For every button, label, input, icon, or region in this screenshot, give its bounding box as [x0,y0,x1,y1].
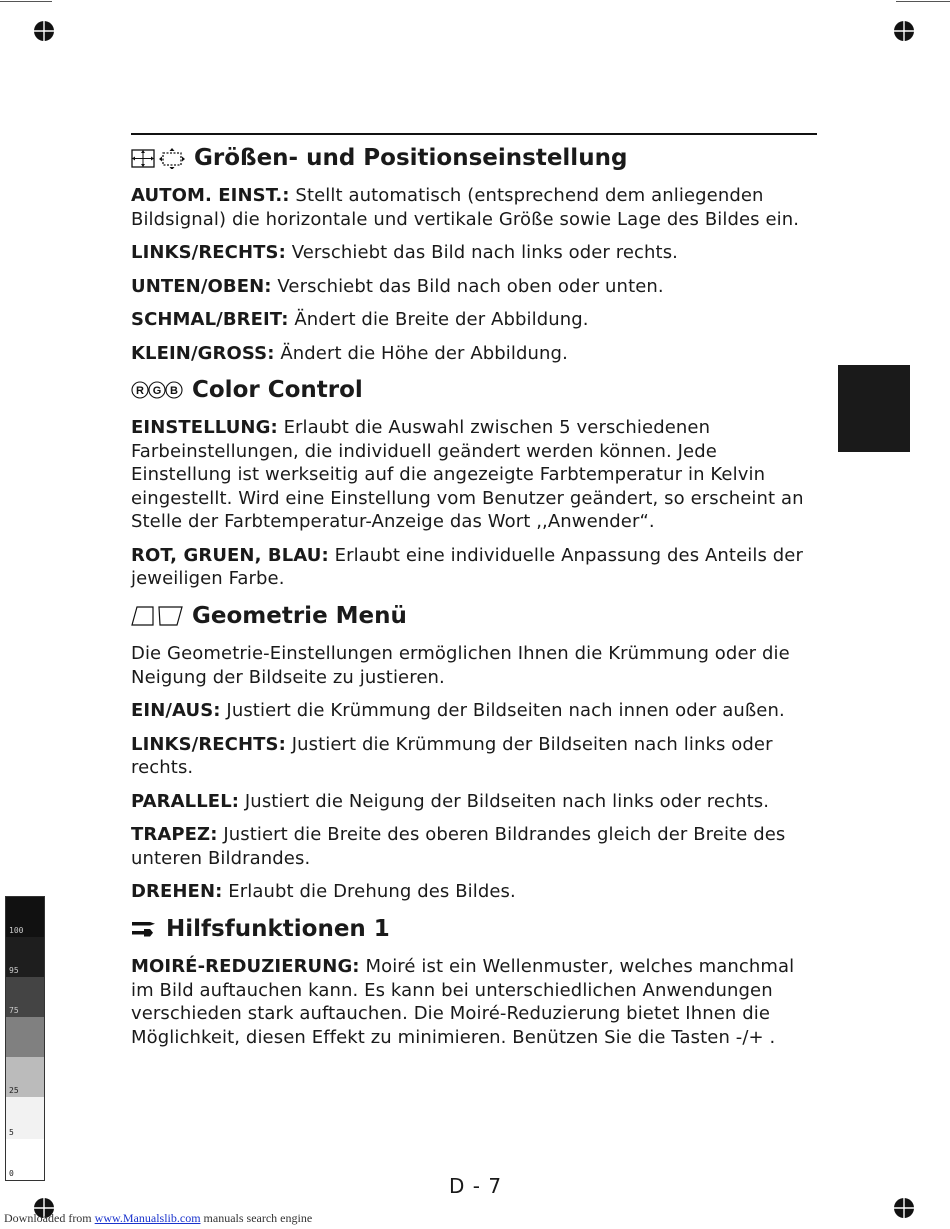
gray-patch [6,1097,44,1139]
paragraph [131,823,819,870]
term: EIN/AUS: [131,700,221,721]
svg-text:B: B [170,385,178,397]
gray-label: 100 [9,926,24,935]
tools-icon [131,919,157,939]
paragraph [131,642,819,689]
registration-mark-icon [893,20,915,42]
description: Justiert die Krümmung der Bildseiten nach links oder rechts. [131,733,773,778]
term: SCHMAL/BREIT: [131,309,289,330]
term: AUTOM. EINST.: [131,185,290,206]
rgb-icon [131,380,183,400]
registration-mark-icon [33,20,55,42]
footer-link[interactable]: www.Manualslib.com [94,1211,201,1225]
section-heading-text: Hilfsfunktionen 1 [166,916,390,942]
page-number: D - 7 [449,1174,503,1198]
registration-mark-icon [893,1197,915,1219]
description: Justiert die Neigung der Bildseiten nach links oder rechts. [239,790,770,812]
term: PARALLEL: [131,790,240,812]
description: Moiré ist ein Wellenmuster, welches manchmal im Bild auftauchen kann. Es kann bei unterschiedlichen Anwendungen verschieden stark auftauchen. Die Moiré-Reduzierung bietet Ihnen die Möglichkeit, diesen Effekt zu minimieren. Benützen Sie die Tasten -/+ . [131,956,795,1048]
description: Verschiebt das Bild nach links oder rechts. [285,242,678,263]
paragraph [131,544,819,591]
crop-mark [896,1,950,2]
paragraph [131,342,819,366]
description: Die Geometrie-Einstellungen ermöglichen Ihnen die Krümmung oder die Neigung der Bildseite zu justieren. [131,643,790,688]
term: DREHEN: [131,881,223,902]
description: Erlaubt die Drehung des Bildes. [222,881,516,902]
gray-label: 25 [9,1086,19,1095]
term: EINSTELLUNG: [131,417,278,438]
gray-patch [6,1017,44,1057]
term: UNTEN/OBEN: [131,275,272,297]
footer-suffix: manuals search engine [200,1211,313,1225]
section-heading-geometry [131,603,407,629]
svg-text:G: G [152,385,162,397]
section-body [131,416,819,591]
geometry-icon [131,606,183,626]
paragraph [131,733,819,780]
paragraph [131,880,819,904]
section-heading-size-position [131,145,627,171]
gray-patch [6,897,44,937]
paragraph [131,699,819,723]
section-heading-text: Geometrie Menü [192,603,407,629]
description: Stellt automatisch (entsprechend dem anliegenden Bildsignal) die horizontale und vertikale Größe sowie Lage des Bildes ein. [131,185,800,230]
gray-label: 75 [9,1006,19,1015]
gray-patch [6,1057,44,1097]
footer [4,1211,312,1226]
gray-patch [6,1139,44,1180]
description: Justiert die Krümmung der Bildseiten nach innen oder außen. [220,700,785,721]
svg-text:R: R [136,385,144,397]
gray-patch [6,977,44,1017]
crop-mark [0,1,52,2]
section-heading-text: Color Control [192,377,363,403]
term: TRAPEZ: [131,824,218,845]
section-body [131,955,819,1049]
paragraph [131,416,819,534]
paragraph [131,275,819,299]
description: Verschiebt das Bild nach oben oder unten. [271,275,664,297]
description: Ändert die Breite der Abbildung. [288,309,589,330]
top-rule [131,133,817,135]
paragraph [131,308,819,332]
section-heading-text: Größen- und Positionseinstellung [194,145,628,171]
description: Ändert die Höhe der Abbildung. [274,342,568,364]
gray-label: 5 [9,1128,14,1137]
paragraph [131,790,819,814]
section-body [131,642,819,904]
gray-label: 0 [9,1169,14,1178]
paragraph [131,184,819,231]
term: LINKS/RECHTS: [131,733,286,755]
footer-prefix: Downloaded from [4,1211,95,1225]
section-heading-color-control [131,377,363,403]
paragraph [131,955,819,1049]
term: KLEIN/GROSS: [131,342,275,364]
gray-label: 95 [9,966,19,975]
description: Justiert die Breite des oberen Bildrandes gleich der Breite des unteren Bildrandes. [131,824,786,869]
chapter-thumb-tab [838,365,910,452]
term: MOIRÉ-REDUZIERUNG: [131,956,360,977]
description: Erlaubt eine individuelle Anpassung des Anteils der jeweiligen Farbe. [131,544,803,589]
section-body [131,184,819,365]
paragraph [131,241,819,265]
description: Erlaubt die Auswahl zwischen 5 verschiedenen Farbeinstellungen, die individuell geändert werden können. Jede Einstellung ist werkseitig auf die angezeigte Farbtemperatur in Kelvin eingestellt. Wird eine Einstellung vom Benutzer geändert, so erscheint an Stelle der Farbtemperatur-Anzeige das Wort ,,Anwender“. [131,417,804,532]
term: ROT, GRUEN, BLAU: [131,544,329,566]
gray-patch [6,937,44,977]
term: LINKS/RECHTS: [131,242,286,263]
section-heading-utilities [131,916,390,942]
size-position-icon [131,147,185,169]
